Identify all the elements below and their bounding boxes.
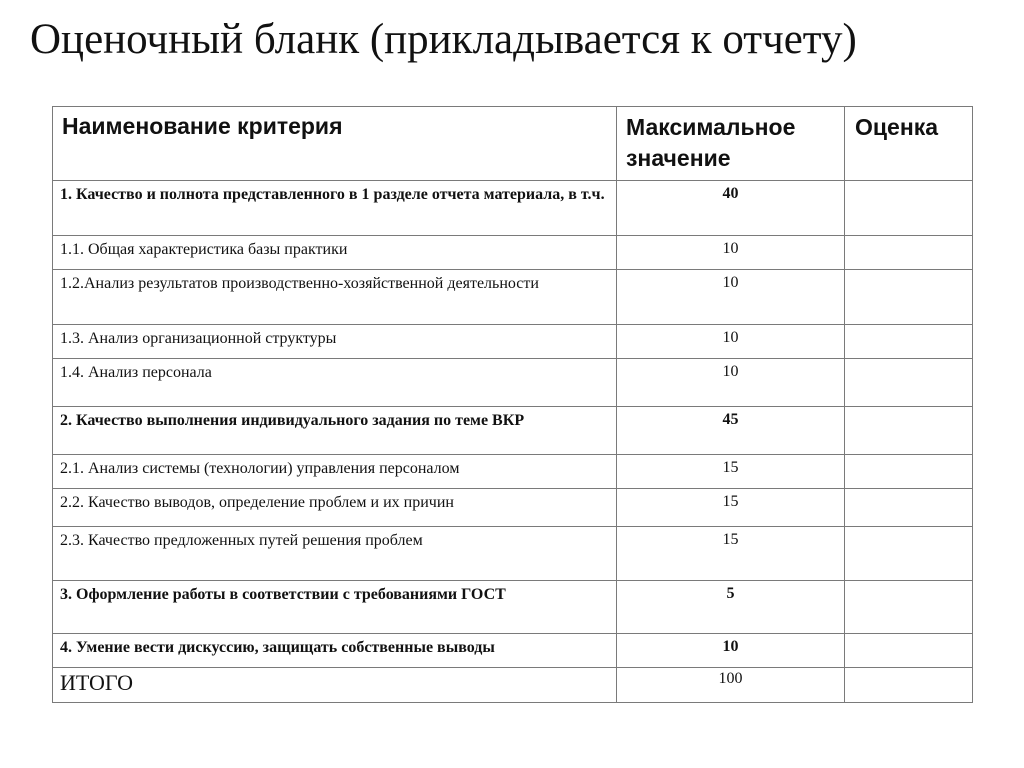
max-value-text: 45 xyxy=(722,411,739,428)
table-row xyxy=(53,236,973,270)
max-value-text: 10 xyxy=(722,329,739,346)
table-row xyxy=(53,581,973,634)
grade-cell[interactable] xyxy=(845,455,973,489)
criterion-cell xyxy=(53,634,617,668)
max-value-cell xyxy=(617,527,845,581)
table-row xyxy=(53,270,973,325)
table-row xyxy=(53,359,973,407)
header-grade xyxy=(845,107,973,181)
table-row xyxy=(53,407,973,455)
criterion-text: 2.1. Анализ системы (технологии) управления персоналом xyxy=(60,460,460,477)
grade-cell[interactable] xyxy=(845,634,973,668)
criterion-text: 1. Качество и полнота представленного в 1 разделе отчета материала, в т.ч. xyxy=(60,186,605,203)
header-max-value-label: Максимальное значение xyxy=(626,114,796,171)
criterion-cell xyxy=(53,455,617,489)
max-value-text: 15 xyxy=(722,531,739,548)
grade-value[interactable] xyxy=(845,236,972,239)
max-value-cell xyxy=(617,407,845,455)
total-max-value: 100 xyxy=(718,670,743,687)
header-criterion-label: Наименование критерия xyxy=(62,113,343,139)
evaluation-table xyxy=(52,106,973,703)
grade-value[interactable] xyxy=(845,325,972,328)
max-value-cell xyxy=(617,581,845,634)
criterion-cell xyxy=(53,581,617,634)
header-criterion xyxy=(53,107,617,181)
table-row xyxy=(53,181,973,236)
max-value-cell xyxy=(617,325,845,359)
criterion-text: 1.3. Анализ организационной структуры xyxy=(60,330,337,347)
table-row xyxy=(53,634,973,668)
max-value-cell xyxy=(617,634,845,668)
grade-cell[interactable] xyxy=(845,236,973,270)
grade-value[interactable] xyxy=(845,359,972,362)
total-label-cell xyxy=(53,668,617,703)
max-value-cell xyxy=(617,181,845,236)
header-grade-label: Оценка xyxy=(855,114,939,140)
grade-cell[interactable] xyxy=(845,489,973,527)
table-row xyxy=(53,325,973,359)
criterion-text: 2. Качество выполнения индивидуального задания по теме ВКР xyxy=(60,412,525,429)
grade-value[interactable] xyxy=(845,455,972,458)
max-value-cell xyxy=(617,489,845,527)
grade-value[interactable] xyxy=(845,634,972,637)
table-header-row xyxy=(53,107,973,181)
criterion-text: 2.3. Качество предложенных путей решения проблем xyxy=(60,532,423,549)
table-row xyxy=(53,489,973,527)
criterion-cell xyxy=(53,407,617,455)
criterion-cell xyxy=(53,325,617,359)
grade-value[interactable] xyxy=(845,270,972,273)
criterion-cell xyxy=(53,236,617,270)
grade-value[interactable] xyxy=(845,407,972,410)
criterion-cell xyxy=(53,527,617,581)
max-value-text: 15 xyxy=(722,493,739,510)
total-label: ИТОГО xyxy=(60,670,133,695)
total-grade-value[interactable] xyxy=(845,668,972,671)
header-max-value xyxy=(617,107,845,181)
max-value-cell xyxy=(617,236,845,270)
grade-value[interactable] xyxy=(845,489,972,492)
criterion-text: 2.2. Качество выводов, определение проблем и их причин xyxy=(60,494,454,511)
max-value-text: 10 xyxy=(722,363,739,380)
criterion-text: 3. Оформление работы в соответствии с требованиями ГОСТ xyxy=(60,586,506,603)
total-row xyxy=(53,668,973,703)
table-row xyxy=(53,527,973,581)
total-grade-cell[interactable] xyxy=(845,668,973,703)
table-row xyxy=(53,455,973,489)
max-value-text: 40 xyxy=(722,185,739,202)
grade-cell[interactable] xyxy=(845,325,973,359)
criterion-cell xyxy=(53,489,617,527)
grade-cell[interactable] xyxy=(845,181,973,236)
criterion-text: 1.2.Анализ результатов производственно-хозяйственной деятельности xyxy=(60,275,539,292)
criterion-cell xyxy=(53,270,617,325)
grade-value[interactable] xyxy=(845,181,972,184)
max-value-text: 15 xyxy=(722,459,739,476)
grade-cell[interactable] xyxy=(845,527,973,581)
max-value-cell xyxy=(617,455,845,489)
page-title: Оценочный бланк (прикладывается к отчету) xyxy=(30,16,857,63)
grade-value[interactable] xyxy=(845,581,972,584)
max-value-text: 10 xyxy=(722,274,739,291)
max-value-text: 5 xyxy=(726,585,735,602)
max-value-text: 10 xyxy=(722,638,739,655)
grade-cell[interactable] xyxy=(845,407,973,455)
total-max-cell xyxy=(617,668,845,703)
max-value-cell xyxy=(617,359,845,407)
grade-cell[interactable] xyxy=(845,359,973,407)
max-value-text: 10 xyxy=(722,240,739,257)
grade-value[interactable] xyxy=(845,527,972,530)
criterion-text: 1.4. Анализ персонала xyxy=(60,364,212,381)
criterion-cell xyxy=(53,359,617,407)
grade-cell[interactable] xyxy=(845,581,973,634)
criterion-text: 4. Умение вести дискуссию, защищать собственные выводы xyxy=(60,639,495,656)
max-value-cell xyxy=(617,270,845,325)
criterion-text: 1.1. Общая характеристика базы практики xyxy=(60,241,348,258)
criterion-cell xyxy=(53,181,617,236)
grade-cell[interactable] xyxy=(845,270,973,325)
